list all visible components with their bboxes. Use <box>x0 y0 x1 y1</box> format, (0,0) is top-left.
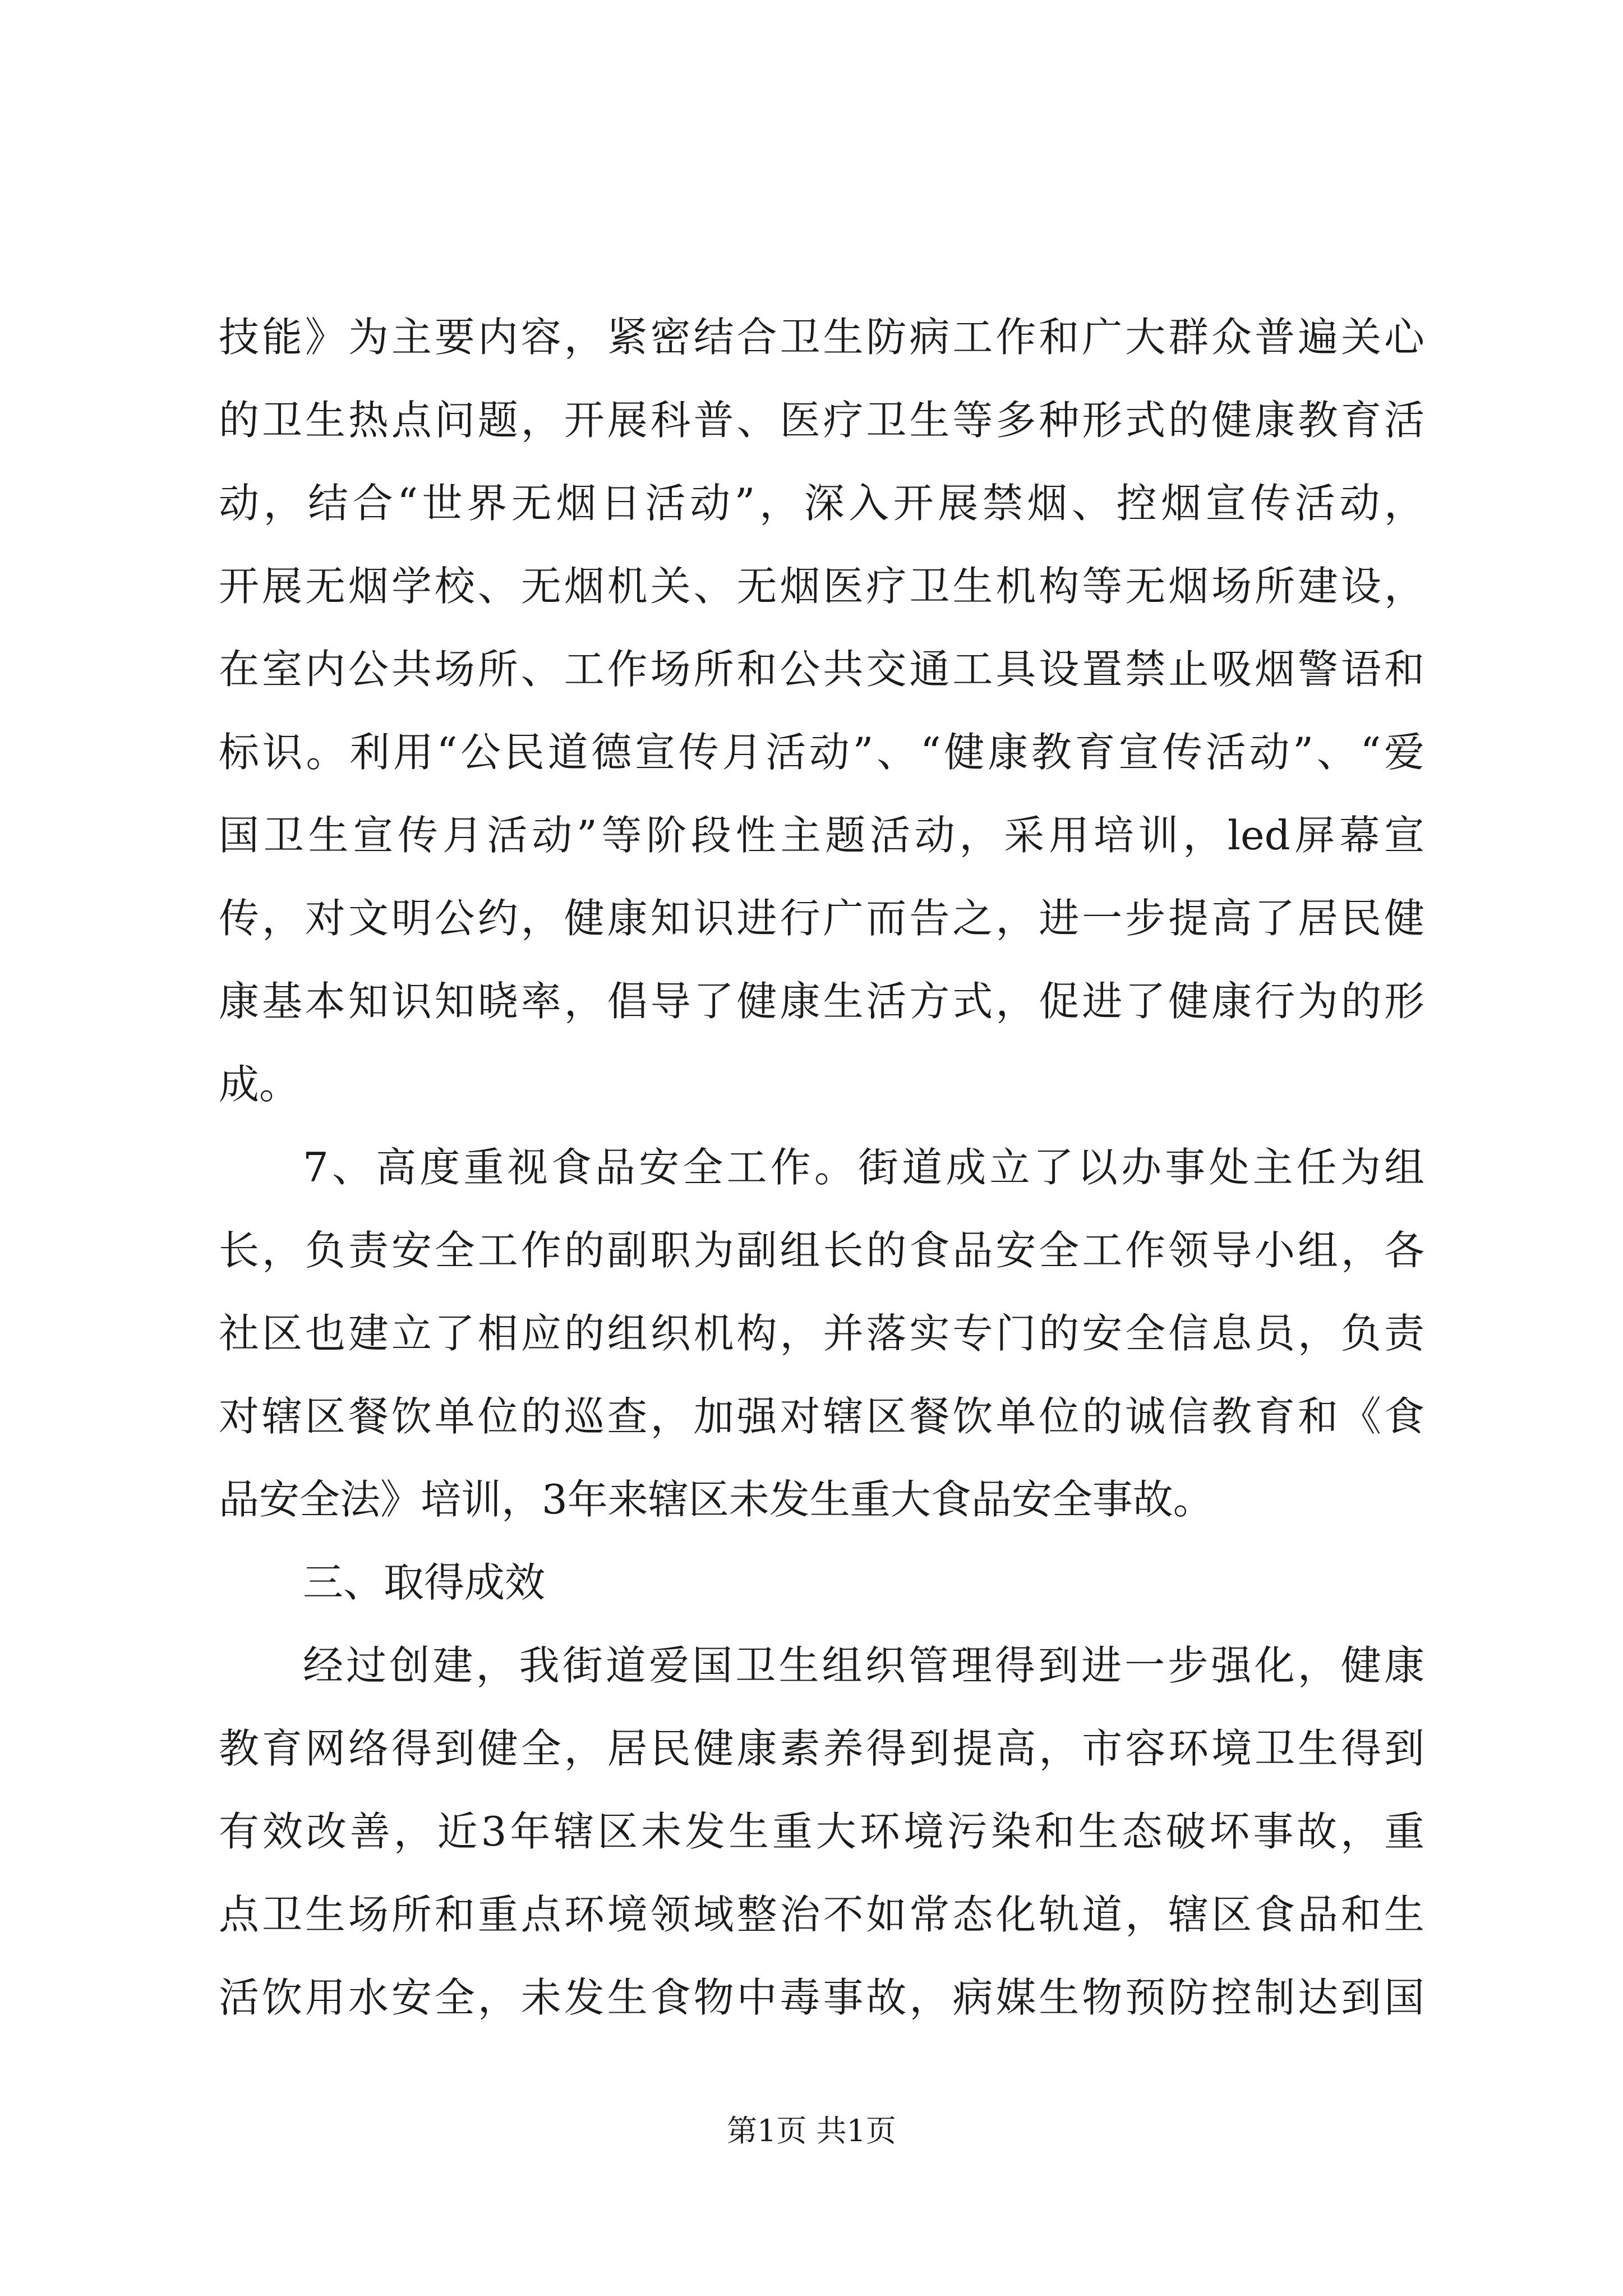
paragraph-line: 国卫生宣传月活动”等阶段性主题活动，采用培训，led屏幕宣 <box>219 812 1424 859</box>
paragraph-line: 点卫生场所和重点环境领域整治不如常态化轨道，辖区食品和生 <box>219 1891 1424 1938</box>
paragraph-line: 经过创建，我街道爱国卫生组织管理得到进一步强化，健康 <box>303 1642 1424 1689</box>
paragraph-line: 标识。利用“公民道德宣传月活动”、“健康教育宣传活动”、“爱 <box>219 729 1424 776</box>
paragraph-line: 社区也建立了相应的组织机构，并落实专门的安全信息员，负责 <box>219 1310 1424 1357</box>
page-number-footer: 第1页 共1页 <box>727 2113 896 2148</box>
paragraph-line: 7、高度重视食品安全工作。街道成立了以办事处主任为组 <box>303 1144 1424 1191</box>
paragraph-line: 成。 <box>219 1061 300 1108</box>
paragraph-line: 教育网络得到健全，居民健康素养得到提高，市容环境卫生得到 <box>219 1725 1424 1772</box>
section-heading: 三、取得成效 <box>303 1559 546 1606</box>
paragraph-line: 动，结合“世界无烟日活动”，深入开展禁烟、控烟宣传活动， <box>219 480 1424 527</box>
paragraph-line: 品安全法》培训，3年来辖区未发生重大食品安全事故。 <box>219 1476 1214 1523</box>
paragraph-line: 在室内公共场所、工作场所和公共交通工具设置禁止吸烟警语和 <box>219 646 1424 693</box>
paragraph-line: 康基本知识知晓率，倡导了健康生活方式，促进了健康行为的形 <box>219 978 1424 1025</box>
paragraph-line: 技能》为主要内容，紧密结合卫生防病工作和广大群众普遍关心 <box>219 314 1424 361</box>
paragraph-line: 有效改善，近3年辖区未发生重大环境污染和生态破坏事故，重 <box>219 1808 1424 1855</box>
paragraph-line: 开展无烟学校、无烟机关、无烟医疗卫生机构等无烟场所建设， <box>219 563 1424 610</box>
paragraph-line: 对辖区餐饮单位的巡查，加强对辖区餐饮单位的诚信教育和《食 <box>219 1393 1424 1440</box>
paragraph-line: 的卫生热点问题，开展科普、医疗卫生等多种形式的健康教育活 <box>219 397 1424 444</box>
paragraph-line: 长，负责安全工作的副职为副组长的食品安全工作领导小组，各 <box>219 1227 1424 1274</box>
paragraph-line: 活饮用水安全，未发生食物中毒事故，病媒生物预防控制达到国 <box>219 1974 1424 2021</box>
paragraph-line: 传，对文明公约，健康知识进行广而告之，进一步提高了居民健 <box>219 895 1424 942</box>
